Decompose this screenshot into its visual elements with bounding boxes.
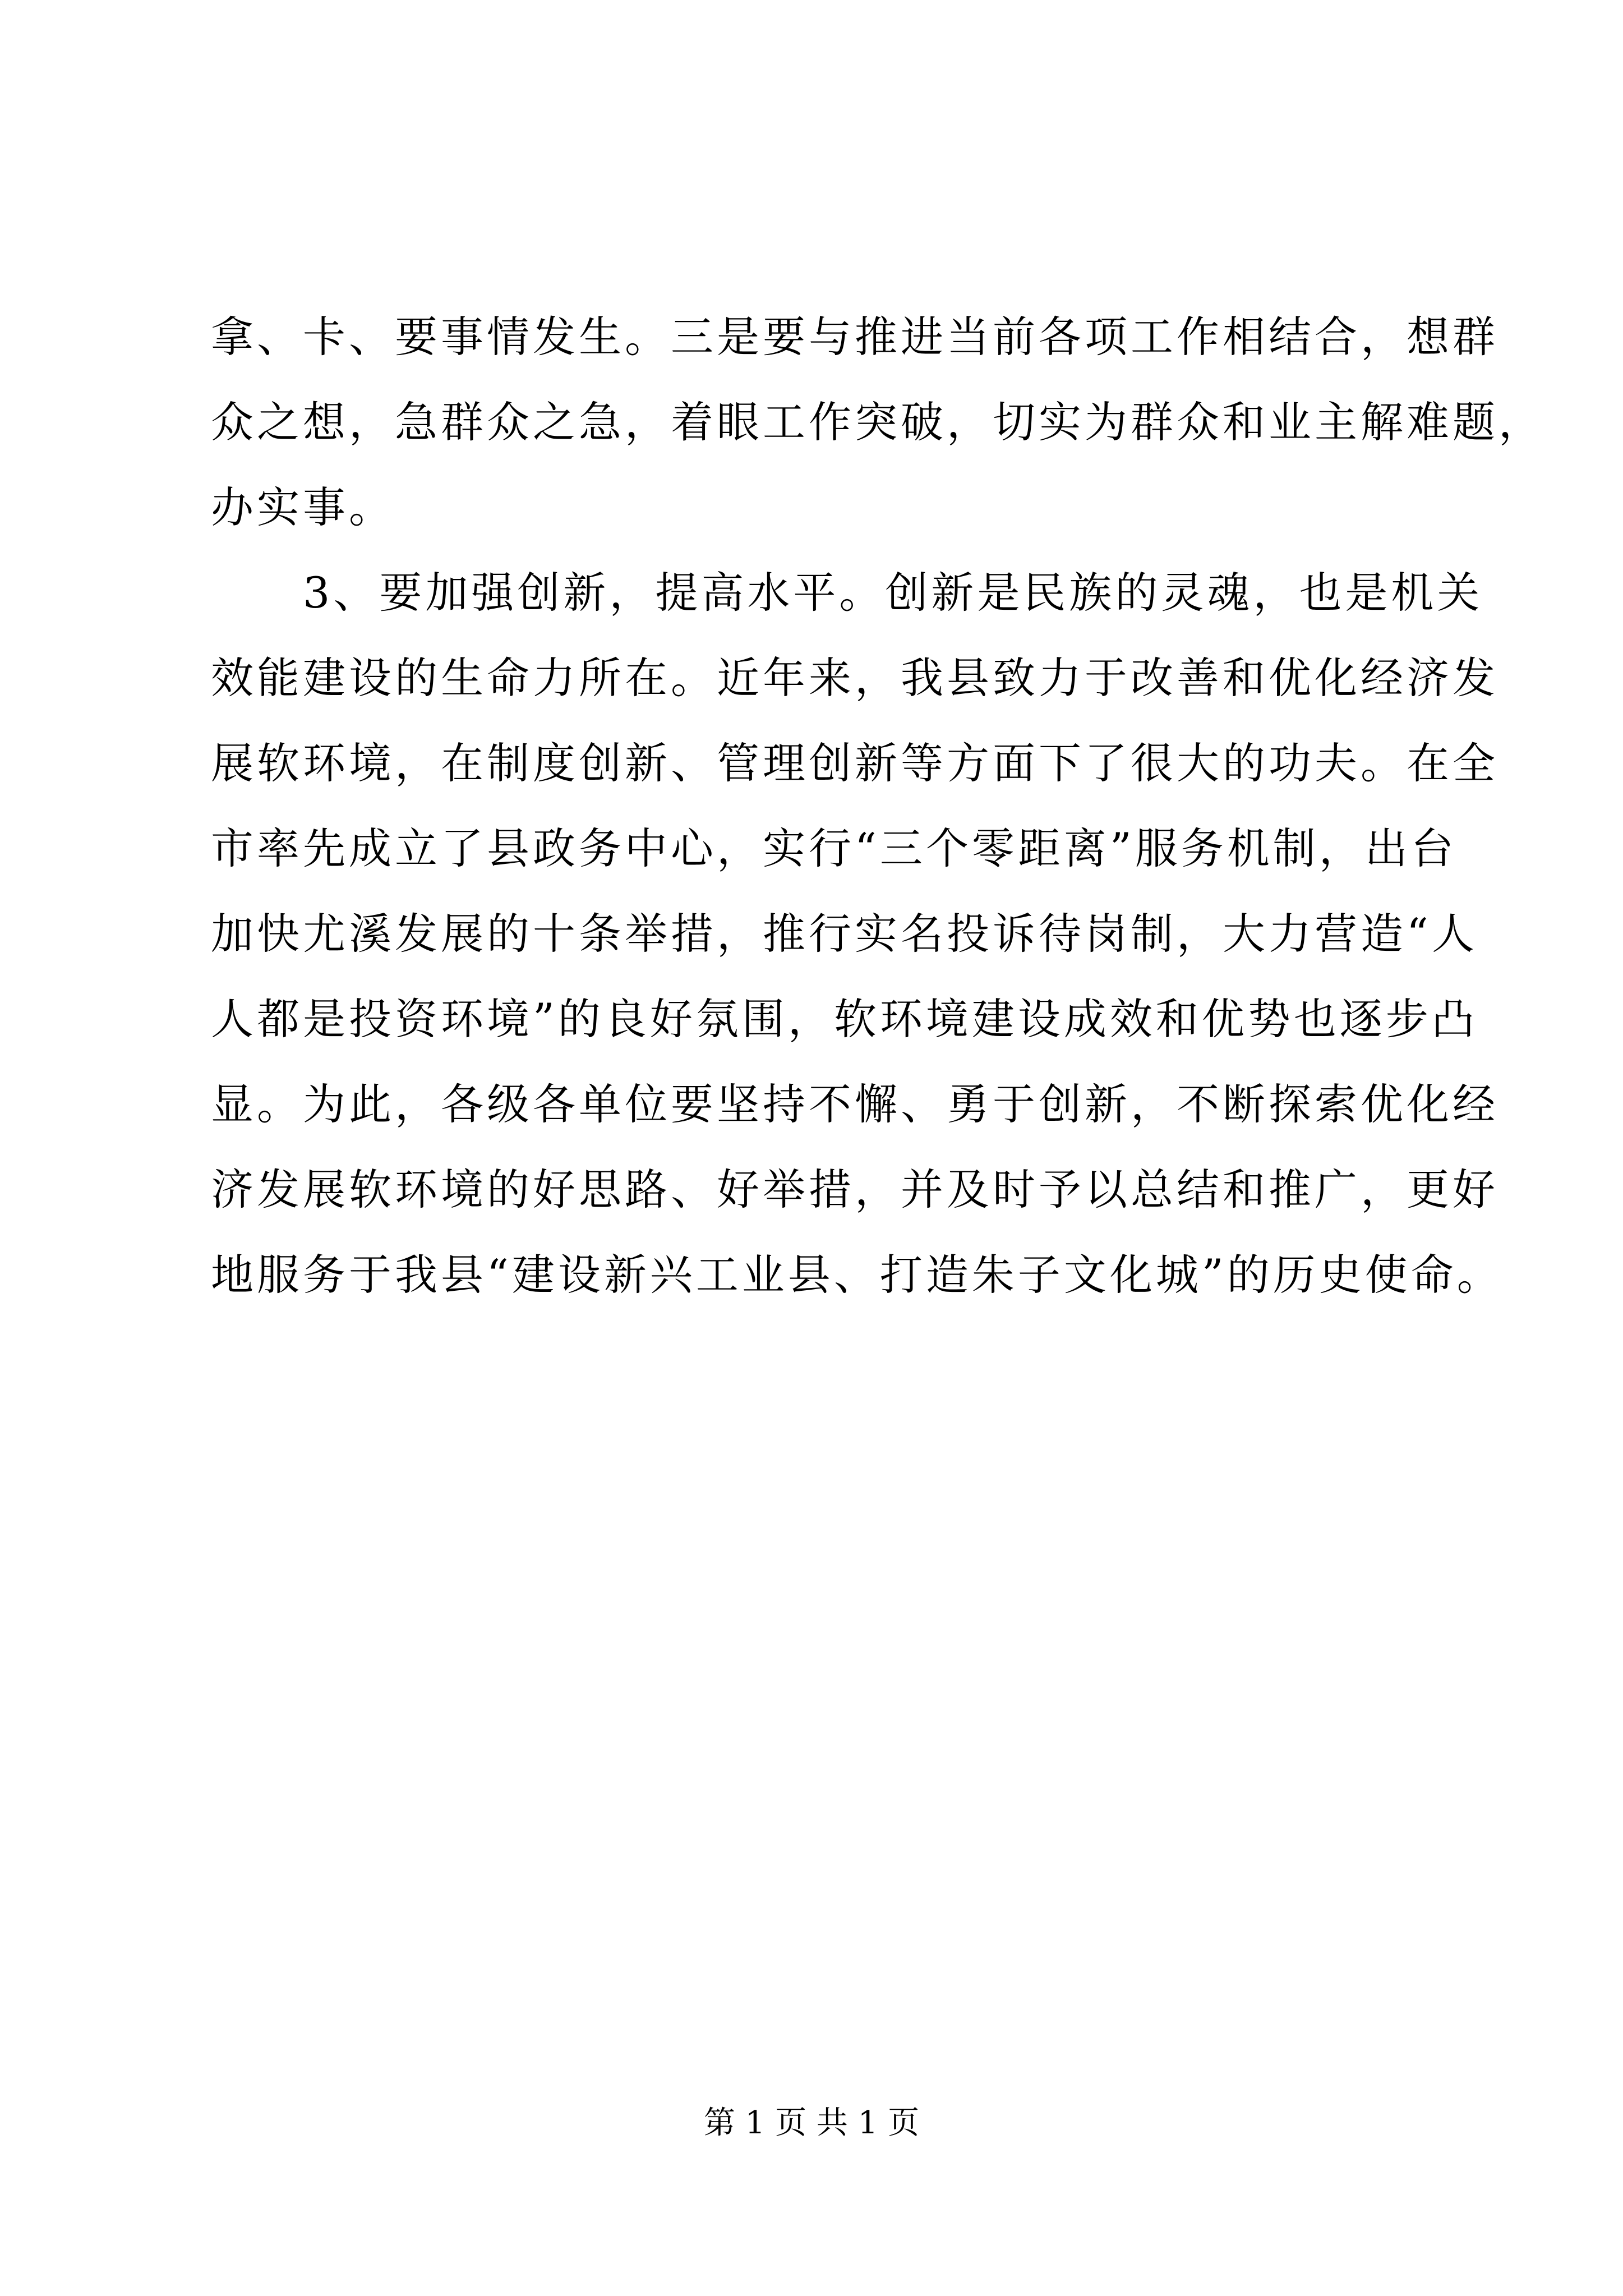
text-line: 效能建设的生命力所在。近年来，我县致力于改善和优化经济发 <box>211 653 1498 703</box>
text-line: 地服务于我县“建设新兴工业县、打造朱子文化城”的历史使命。 <box>211 1250 1503 1300</box>
text-line: 市率先成立了县政务中心，实行“三个零距离”服务机制，出台 <box>211 823 1457 873</box>
text-line: 人都是投资环境”的良好氛围，软环境建设成效和优势也逐步凸 <box>211 994 1478 1044</box>
text-line: 显。为此，各级各单位要坚持不懈、勇于创新，不断探索优化经 <box>211 1079 1498 1129</box>
text-line: 3、要加强创新，提高水平。创新是民族的灵魂，也是机关 <box>211 568 1483 618</box>
body-text <box>211 295 1544 1318</box>
text-line: 济发展软环境的好思路、好举措，并及时予以总结和推广，更好 <box>211 1165 1498 1214</box>
page-footer: 第 1 页 共 1 页 <box>703 2105 920 2141</box>
text-line: 展软环境，在制度创新、管理创新等方面下了很大的功夫。在全 <box>211 738 1498 788</box>
text-line: 众之想，急群众之急，着眼工作突破，切实为群众和业主解难题， <box>211 397 1544 447</box>
text-line: 拿、卡、要事情发生。三是要与推进当前各项工作相结合，想群 <box>211 312 1498 362</box>
text-line: 加快尤溪发展的十条举措，推行实名投诉待岗制，大力营造“人 <box>211 909 1478 959</box>
text-line: 办实事。 <box>211 482 395 532</box>
